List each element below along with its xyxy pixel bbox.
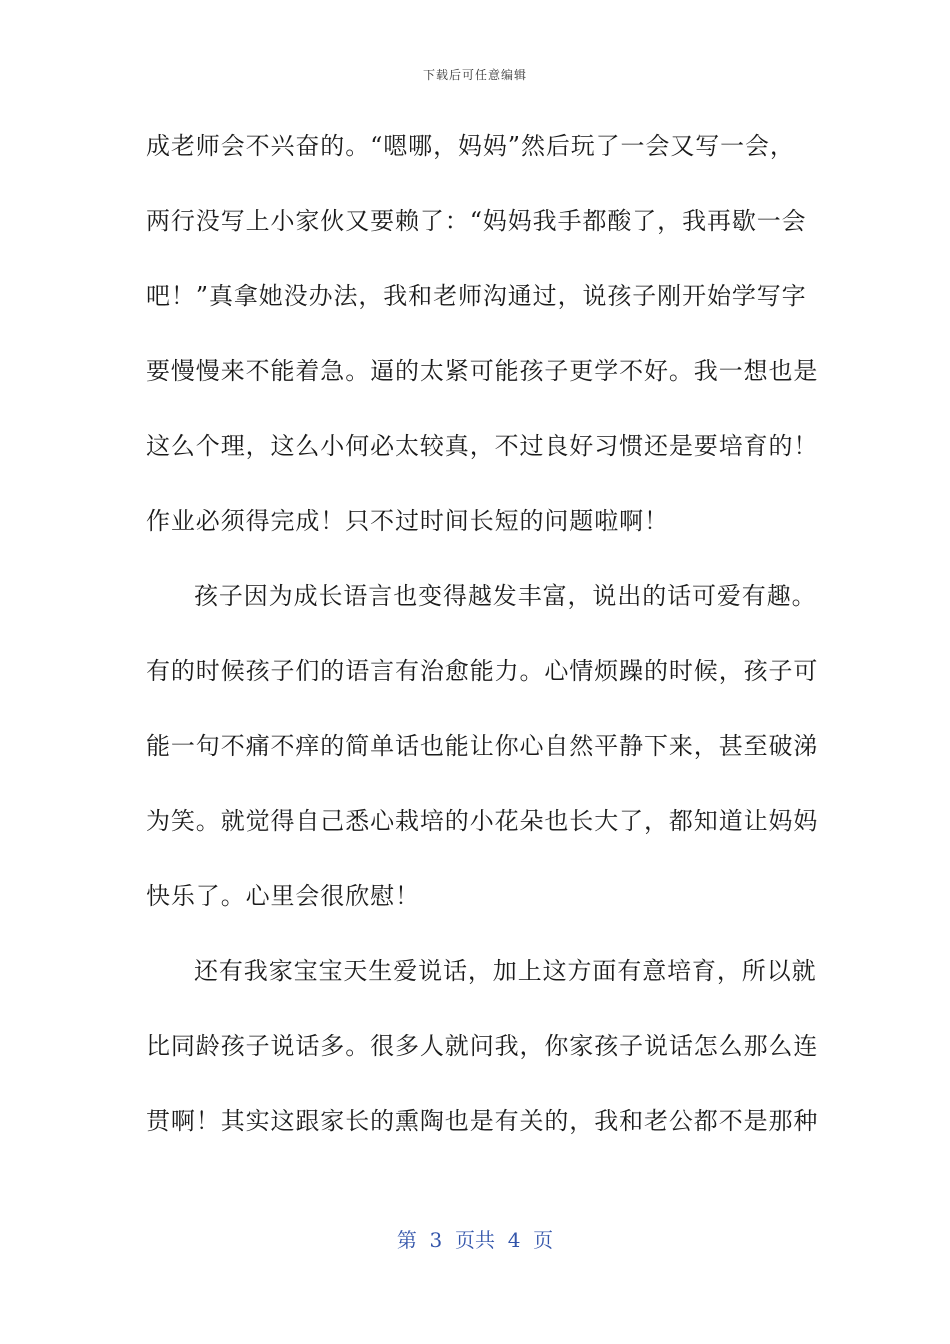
text-line: 比同龄孩子说话多。很多人就问我，你家孩子说话怎么那么连: [146, 1032, 819, 1060]
paragraph-first-line: 还有我家宝宝天生爱说话，加上这方面有意培育，所以就: [194, 957, 817, 985]
text-line: 贯啊！其实这跟家长的熏陶也是有关的，我和老公都不是那种: [146, 1107, 819, 1135]
text-line: 要慢慢来不能着急。逼的太紧可能孩子更学不好。我一想也是: [146, 357, 819, 385]
page-header-note: 下载后可任意编辑: [422, 68, 527, 82]
text-line: 作业必须得完成！只不过时间长短的问题啦啊！: [146, 507, 669, 535]
text-line: 快乐了。心里会很欣慰！: [146, 882, 420, 910]
text-line: 两行没写上小家伙又要赖了：“妈妈我手都酸了，我再歇一会: [146, 207, 807, 235]
text-line: 为笑。就觉得自己悉心栽培的小花朵也长大了，都知道让妈妈: [146, 807, 819, 835]
text-line: 有的时候孩子们的语言有治愈能力。心情烦躁的时候，孩子可: [146, 657, 819, 685]
text-line: 吧！”真拿她没办法，我和老师沟通过，说孩子刚开始学写字: [146, 282, 807, 310]
document-body: [146, 126, 819, 1176]
text-line: 这么个理，这么小何必太较真，不过良好习惯还是要培育的！: [146, 432, 819, 460]
text-line: 成老师会不兴奋的。“嗯哪，妈妈”然后玩了一会又写一会，: [146, 132, 795, 160]
paragraph-first-line: 孩子因为成长语言也变得越发丰富，说出的话可爱有趣。: [194, 582, 817, 610]
page-number-footer: 第 3 页共 4 页: [396, 1228, 554, 1252]
text-line: 能一句不痛不痒的简单话也能让你心自然平静下来，甚至破涕: [146, 732, 819, 760]
